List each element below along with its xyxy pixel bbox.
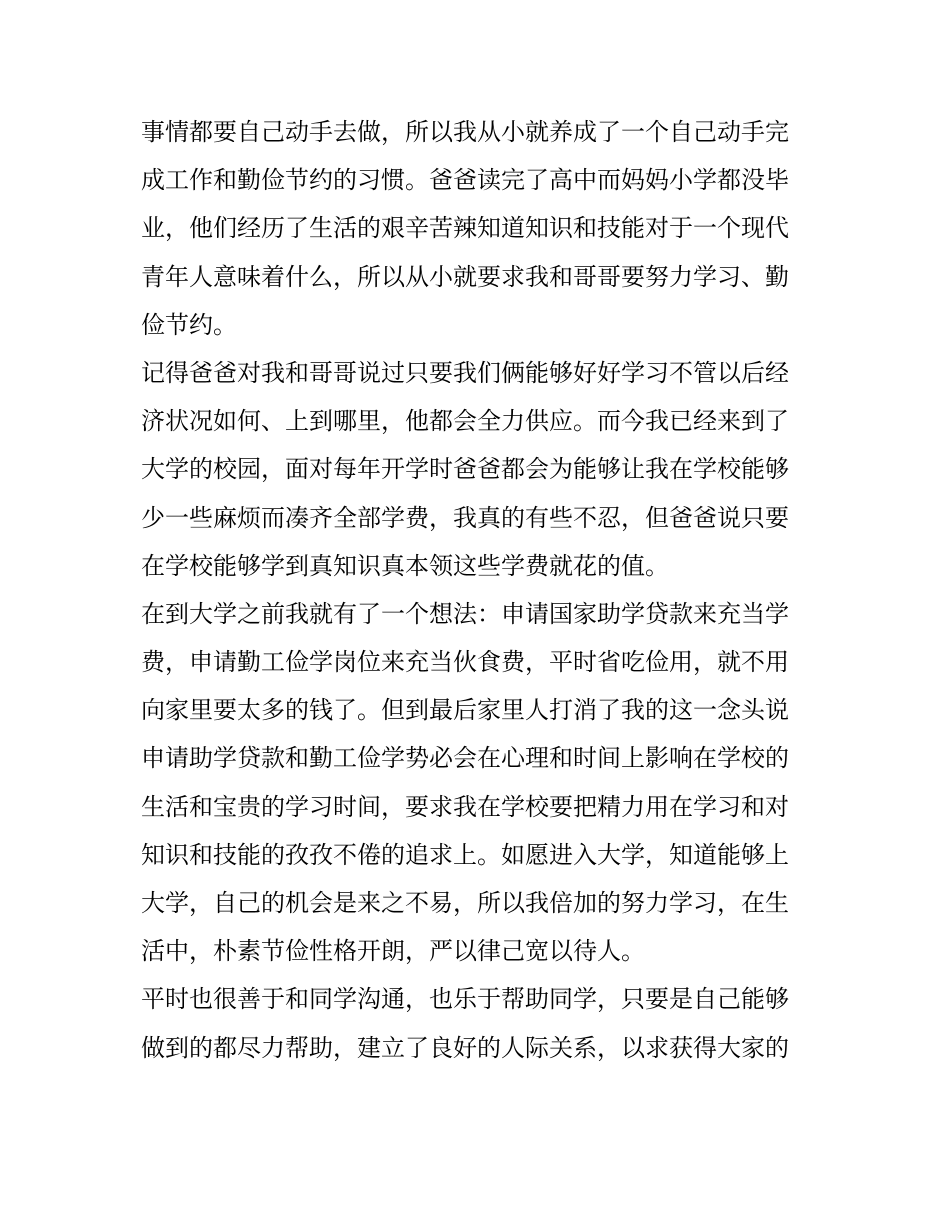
text-line: 在学校能够学到真知识真本领这些学费就花的值。 bbox=[141, 551, 669, 580]
text-line: 申请助学贷款和勤工俭学势必会在心理和时间上影响在学校的 bbox=[141, 744, 789, 773]
text-line: 少一些麻烦而凑齐全部学费，我真的有些不忍，但爸爸说只要 bbox=[141, 503, 789, 532]
text-line: 平时也很善于和同学沟通，也乐于帮助同学，只要是自己能够 bbox=[141, 985, 789, 1014]
text-line: 业，他们经历了生活的艰辛苦辣知道知识和技能对于一个现代 bbox=[141, 214, 789, 243]
text-line: 向家里要太多的钱了。但到最后家里人打消了我的这一念头说 bbox=[141, 696, 789, 725]
text-line: 知识和技能的孜孜不倦的追求上。如愿进入大学，知道能够上 bbox=[141, 840, 789, 869]
text-line: 活中，朴素节俭性格开朗，严以律己宽以待人。 bbox=[141, 937, 645, 966]
text-line: 青年人意味着什么，所以从小就要求我和哥哥要努力学习、勤 bbox=[141, 262, 789, 291]
text-line: 成工作和勤俭节约的习惯。爸爸读完了高中而妈妈小学都没毕 bbox=[141, 166, 789, 195]
text-line: 大学的校园，面对每年开学时爸爸都会为能够让我在学校能够 bbox=[141, 455, 789, 484]
text-line: 在到大学之前我就有了一个想法：申请国家助学贷款来充当学 bbox=[141, 599, 789, 628]
text-line: 济状况如何、上到哪里，他都会全力供应。而今我已经来到了 bbox=[141, 407, 789, 436]
text-line: 做到的都尽力帮助，建立了良好的人际关系，以求获得大家的 bbox=[141, 1033, 789, 1062]
text-line: 生活和宝贵的学习时间，要求我在学校要把精力用在学习和对 bbox=[141, 792, 789, 821]
document-body bbox=[141, 108, 813, 1072]
text-line: 费，申请勤工俭学岗位来充当伙食费，平时省吃俭用，就不用 bbox=[141, 648, 789, 677]
text-line: 记得爸爸对我和哥哥说过只要我们俩能够好好学习不管以后经 bbox=[141, 358, 789, 387]
text-line: 事情都要自己动手去做，所以我从小就养成了一个自己动手完 bbox=[141, 118, 789, 146]
text-line: 大学，自己的机会是来之不易，所以我倍加的努力学习，在生 bbox=[141, 889, 789, 917]
text-line: 俭节约。 bbox=[141, 310, 237, 339]
